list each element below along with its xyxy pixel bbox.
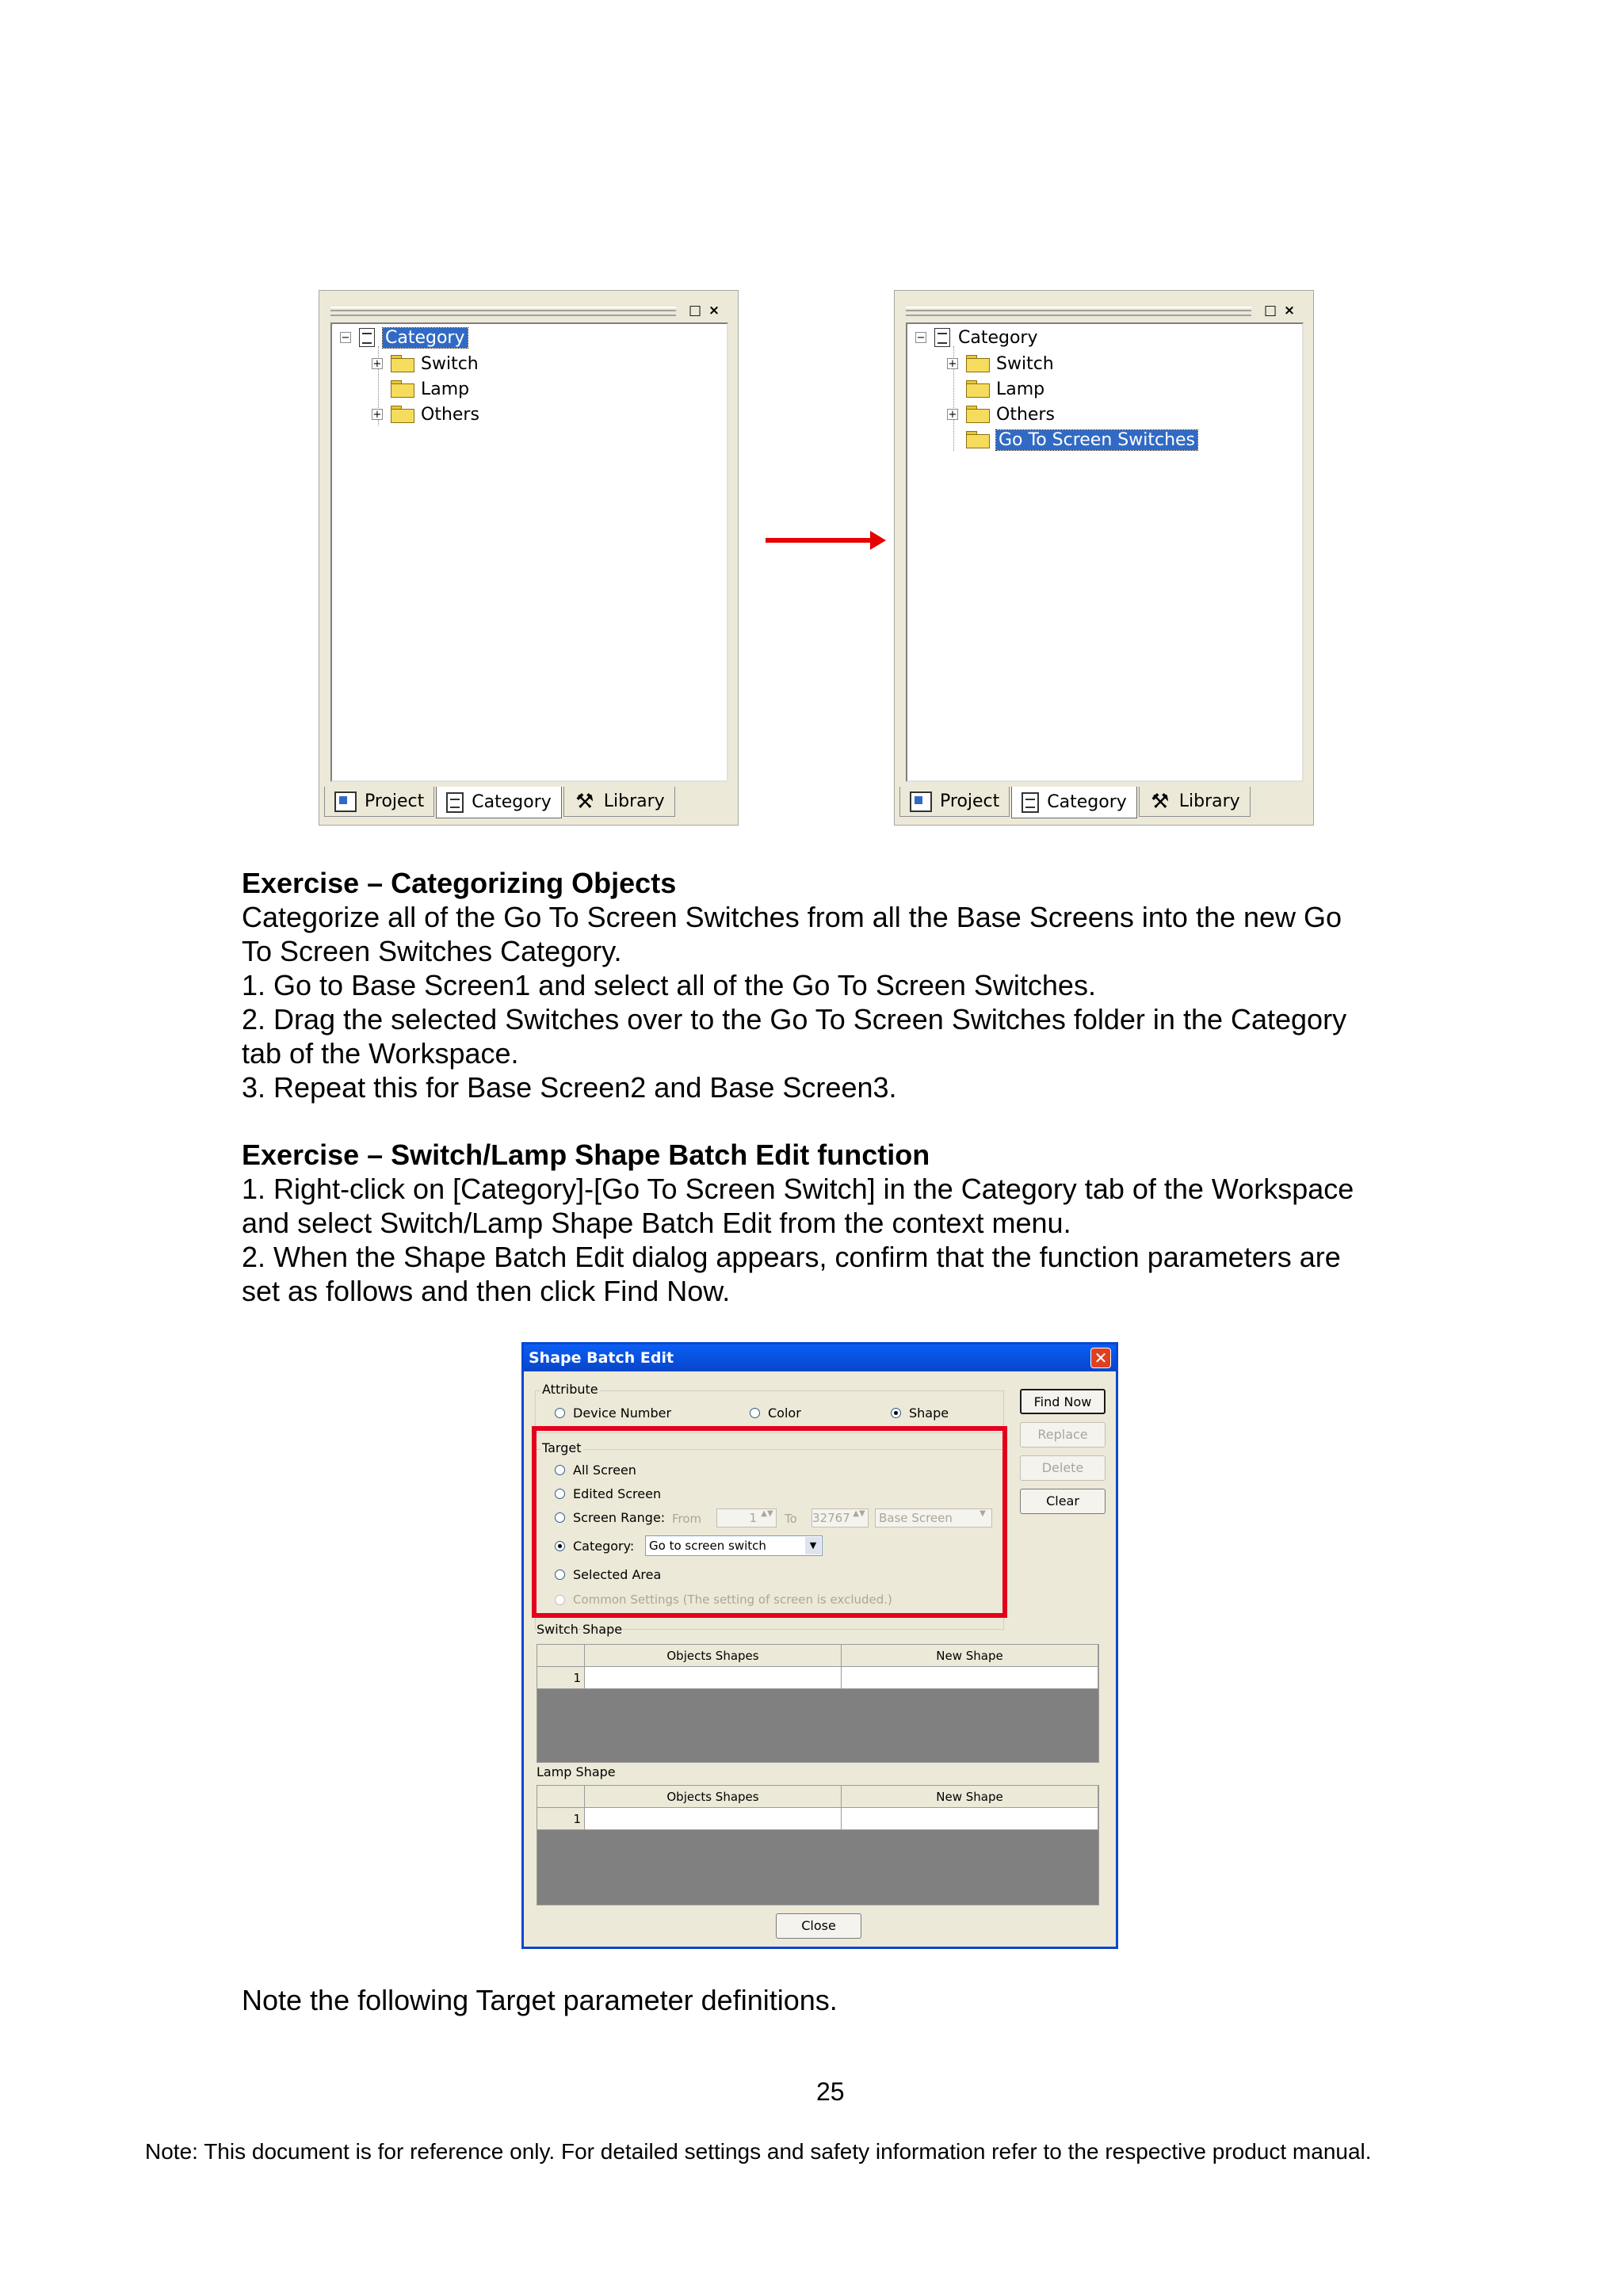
radio-label: Device Number xyxy=(573,1405,672,1421)
range-to-label: To xyxy=(785,1512,797,1526)
float-icon[interactable]: □ xyxy=(688,303,702,318)
group-label: Attribute xyxy=(542,1382,598,1397)
tab-label: Project xyxy=(940,791,1000,811)
radio-icon xyxy=(750,1408,760,1418)
open-folder-icon xyxy=(966,431,990,448)
tree-node-switch[interactable] xyxy=(947,352,1054,376)
tab-library[interactable] xyxy=(1139,787,1251,817)
row-header-corner xyxy=(537,1645,585,1667)
table-header xyxy=(537,1645,1098,1667)
radio-shape[interactable] xyxy=(891,1405,949,1421)
folder-icon xyxy=(966,380,990,398)
section-heading-batch-edit: Exercise – Switch/Lamp Shape Batch Edit function xyxy=(242,1138,930,1171)
tab-label: Category xyxy=(472,792,552,812)
switch-shape-label: Switch Shape xyxy=(537,1622,623,1637)
folder-icon xyxy=(391,406,414,423)
table-row[interactable] xyxy=(537,1667,1098,1689)
workspace-panel-after xyxy=(894,290,1314,826)
category-icon xyxy=(359,328,375,347)
chevron-down-icon[interactable]: ▼ xyxy=(980,1509,986,1518)
radio-icon xyxy=(555,1408,565,1418)
body-line: 1. Go to Base Screen1 and select all of the Go To Screen Switches. xyxy=(242,969,1096,1001)
tree-node-lamp[interactable] xyxy=(947,377,1044,401)
screen-type-select[interactable]: Base Screen ▼ xyxy=(875,1508,992,1527)
folder-icon xyxy=(391,355,414,372)
dialog-titlebar xyxy=(524,1344,1116,1371)
tab-label: Library xyxy=(1178,791,1240,811)
column-header: Objects Shapes xyxy=(585,1786,842,1808)
delete-button[interactable]: Delete xyxy=(1020,1455,1106,1481)
chevron-down-icon[interactable]: ▼ xyxy=(805,1537,821,1554)
range-from-stepper[interactable]: 1 ▲▼ xyxy=(716,1508,777,1527)
arrow-icon xyxy=(766,538,872,543)
new-shape-cell[interactable] xyxy=(842,1667,1098,1689)
body-line: set as follows and then click Find Now. xyxy=(242,1275,731,1307)
close-icon[interactable]: ✕ xyxy=(1090,1348,1111,1368)
body-line: 2. Drag the selected Switches over to the Go To Screen Switches folder in the Category xyxy=(242,1003,1347,1035)
tree-label: Switch xyxy=(996,353,1054,374)
tab-category[interactable] xyxy=(1011,787,1137,818)
tab-label: Project xyxy=(365,791,425,811)
row-number: 1 xyxy=(537,1808,585,1830)
replace-button[interactable]: Replace xyxy=(1020,1422,1106,1447)
close-icon[interactable]: × xyxy=(1283,303,1296,318)
expand-icon[interactable]: + xyxy=(372,409,382,421)
radio-device-number[interactable] xyxy=(555,1405,671,1421)
radio-label: All Screen xyxy=(573,1463,636,1478)
panel-gripper[interactable] xyxy=(330,307,676,316)
row-number: 1 xyxy=(537,1667,585,1689)
range-from-label: From xyxy=(672,1512,702,1526)
body-line: Categorize all of the Go To Screen Switches from all the Base Screens into the new Go xyxy=(242,901,1342,933)
project-icon xyxy=(910,791,932,812)
tools-icon: ⚒ xyxy=(1151,789,1170,814)
row-header-corner xyxy=(537,1786,585,1808)
column-header: Objects Shapes xyxy=(585,1645,842,1667)
project-icon xyxy=(334,791,357,812)
tree-label: Category xyxy=(383,328,468,348)
expand-icon[interactable]: + xyxy=(948,409,957,421)
find-now-button[interactable]: Find Now xyxy=(1020,1389,1106,1414)
folder-icon xyxy=(391,380,414,398)
folder-icon xyxy=(966,406,990,423)
lamp-shape-table xyxy=(537,1785,1099,1905)
category-icon xyxy=(446,792,464,813)
table-row[interactable] xyxy=(537,1808,1098,1830)
body-line: To Screen Switches Category. xyxy=(242,935,622,967)
switch-shape-table xyxy=(537,1644,1099,1763)
tab-category[interactable] xyxy=(436,787,562,818)
dialog-title: Shape Batch Edit xyxy=(529,1349,674,1367)
category-icon xyxy=(1022,792,1039,813)
body-line: 3. Repeat this for Base Screen2 and Base Screen3. xyxy=(242,1071,897,1104)
close-icon[interactable]: × xyxy=(708,303,720,318)
clear-button[interactable]: Clear xyxy=(1020,1489,1106,1514)
radio-label: Screen Range: xyxy=(573,1510,666,1525)
expand-icon[interactable]: + xyxy=(948,358,957,370)
body-line: and select Switch/Lamp Shape Batch Edit from the context menu. xyxy=(242,1207,1071,1239)
tree-label: Lamp xyxy=(996,379,1045,399)
lamp-shape-label: Lamp Shape xyxy=(537,1764,616,1779)
collapse-icon[interactable]: − xyxy=(916,332,926,344)
section-heading-categorizing: Exercise – Categorizing Objects xyxy=(242,867,677,899)
tree-node-category[interactable] xyxy=(340,326,468,349)
spin-arrows-icon[interactable]: ▲▼ xyxy=(761,1509,773,1518)
tree-node-others[interactable] xyxy=(947,402,1055,426)
tab-project[interactable] xyxy=(324,787,434,817)
body-line: tab of the Workspace. xyxy=(242,1037,519,1070)
radio-label: Shape xyxy=(909,1405,949,1421)
tab-label: Library xyxy=(603,791,665,811)
radio-color[interactable] xyxy=(750,1405,801,1421)
objects-shape-cell[interactable] xyxy=(585,1667,842,1689)
tree-label: Lamp xyxy=(421,379,470,399)
folder-icon xyxy=(966,355,990,372)
tree-node-others[interactable] xyxy=(372,402,479,426)
new-shape-cell[interactable] xyxy=(842,1808,1098,1830)
workspace-tabs xyxy=(324,787,677,818)
tab-library[interactable] xyxy=(563,787,675,817)
tree-label: Others xyxy=(996,404,1055,425)
float-icon[interactable]: □ xyxy=(1263,303,1277,318)
workspace-panel-before xyxy=(319,290,739,826)
footer-note: Note: This document is for reference only. For detailed settings and safety information refer to the respective product manual. xyxy=(145,2139,1372,2164)
radio-label: Selected Area xyxy=(573,1567,662,1582)
column-header: New Shape xyxy=(842,1645,1098,1667)
category-tree xyxy=(330,322,728,782)
tree-node-switch[interactable] xyxy=(372,352,479,376)
page-number: 25 xyxy=(816,2077,845,2106)
tree-label: Others xyxy=(421,404,479,425)
panel-titlebar xyxy=(330,303,727,318)
close-button[interactable]: Close xyxy=(776,1913,861,1939)
objects-shape-cell[interactable] xyxy=(585,1808,842,1830)
panel-gripper[interactable] xyxy=(906,307,1251,316)
workspace-tabs xyxy=(899,787,1252,818)
tree-node-category[interactable] xyxy=(915,326,1038,349)
tree-label: Go To Screen Switches xyxy=(996,430,1197,450)
category-icon xyxy=(934,328,950,347)
radio-selected-icon xyxy=(891,1408,901,1418)
expand-icon[interactable]: + xyxy=(372,358,382,370)
tree-node-go-to-screen-switches[interactable] xyxy=(947,428,1197,452)
tools-icon: ⚒ xyxy=(575,789,594,814)
tree-node-lamp[interactable] xyxy=(372,377,469,401)
radio-label: Edited Screen xyxy=(573,1486,662,1501)
category-tree xyxy=(906,322,1304,782)
collapse-icon[interactable]: − xyxy=(341,332,350,344)
tree-label: Category xyxy=(958,327,1038,348)
target-highlight-box xyxy=(532,1426,1007,1618)
radio-label: Category: xyxy=(573,1539,635,1554)
tab-project[interactable] xyxy=(899,787,1010,817)
radio-label: Common Settings (The setting of screen is excluded.) xyxy=(573,1592,892,1607)
group-label: Target xyxy=(542,1440,582,1455)
note-text: Note the following Target parameter definitions. xyxy=(242,1984,838,2016)
panel-titlebar xyxy=(906,303,1302,318)
spin-arrows-icon[interactable]: ▲▼ xyxy=(853,1509,865,1518)
range-to-stepper[interactable]: 32767 ▲▼ xyxy=(812,1508,869,1527)
table-header xyxy=(537,1786,1098,1808)
body-line: 2. When the Shape Batch Edit dialog appears, confirm that the function parameters are xyxy=(242,1241,1341,1273)
tab-label: Category xyxy=(1047,792,1127,812)
tree-label: Switch xyxy=(421,353,479,374)
column-header: New Shape xyxy=(842,1786,1098,1808)
category-select-value: Go to screen switch xyxy=(649,1539,766,1553)
body-line: 1. Right-click on [Category]-[Go To Screen Switch] in the Category tab of the Workspace xyxy=(242,1173,1354,1205)
radio-label: Color xyxy=(768,1405,801,1421)
